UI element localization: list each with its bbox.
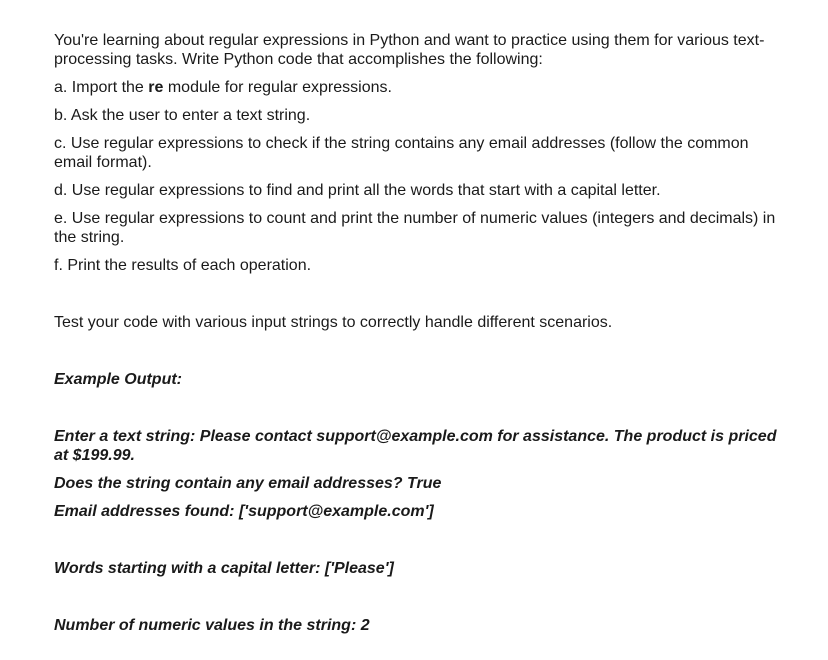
step-e: e. Use regular expressions to count and print the number of numeric values (integers and decimals) in the string. <box>54 210 776 246</box>
intro-paragraph: You're learning about regular expressions in Python and want to practice using them for various text-processing tasks. Write Python code that accomplishes the following: <box>54 32 765 68</box>
step-a-keyword: re <box>148 79 164 96</box>
step-a-text-before: a. Import the <box>54 79 149 96</box>
example-output-block <box>54 427 789 635</box>
step-a <box>54 78 789 97</box>
example-emails-line: Email addresses found: ['support@example.com'] <box>54 503 434 520</box>
step-d: d. Use regular expressions to find and print all the words that start with a capital letter. <box>54 182 661 199</box>
step-f: f. Print the results of each operation. <box>54 257 312 274</box>
example-contains-line: Does the string contain any email addresses? True <box>54 475 442 492</box>
example-output-heading: Example Output: <box>54 371 183 388</box>
step-b: b. Ask the user to enter a text string. <box>54 107 311 124</box>
step-c: c. Use regular expressions to check if the string contains any email addresses (follow the common email format). <box>54 135 749 171</box>
example-numeric-count-line: Number of numeric values in the string: 2 <box>54 617 370 634</box>
test-note: Test your code with various input strings to correctly handle different scenarios. <box>54 314 613 331</box>
example-prompt-line: Enter a text string: Please contact support@example.com for assistance. The product is priced at $199.99. <box>54 428 777 464</box>
step-a-text-after: module for regular expressions. <box>163 79 392 96</box>
example-capital-words-line: Words starting with a capital letter: ['Please'] <box>54 560 394 577</box>
document-body <box>54 31 789 635</box>
